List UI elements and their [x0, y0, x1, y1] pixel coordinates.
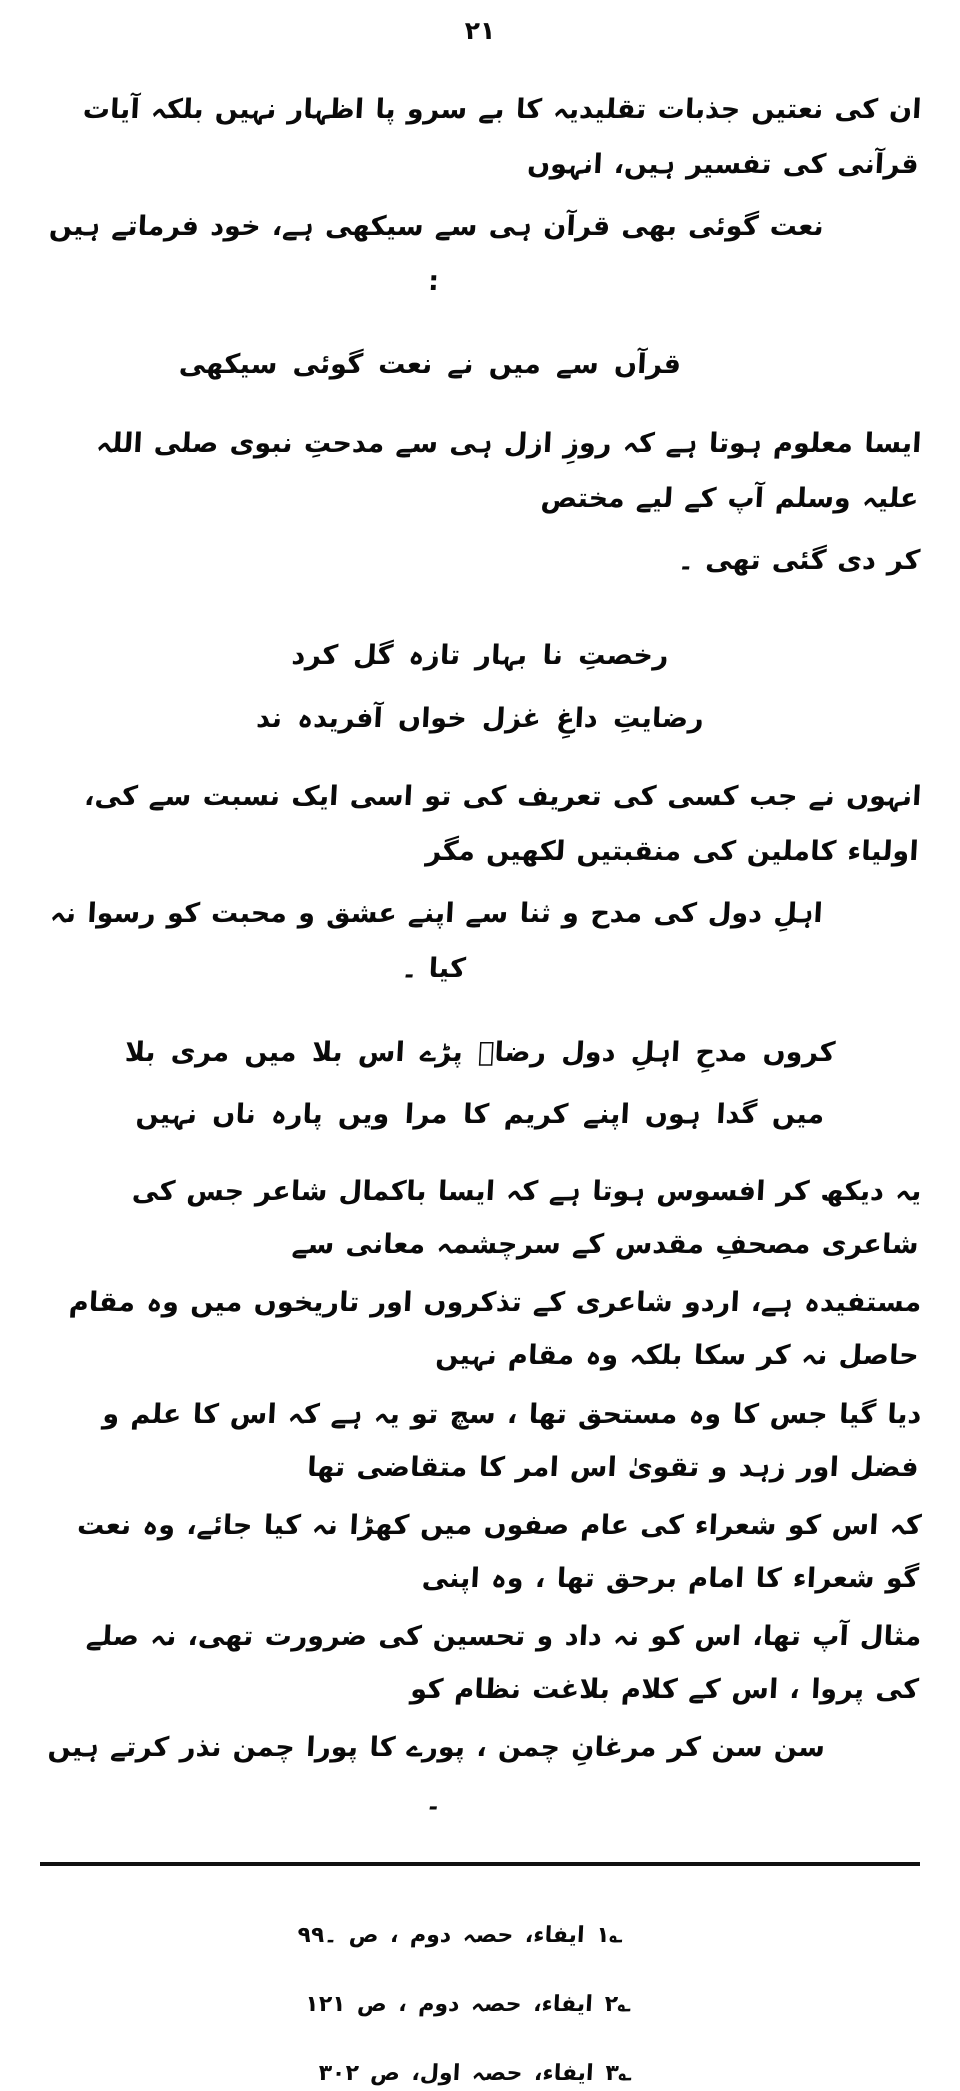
- paragraph-4-line-4: کہ اس کو شعراء کی عام صفوں میں کھڑا نہ کیا جائے، وہ نعت گو شعراء کا امام برحق تھا ، وہ اپنی: [76, 1509, 923, 1594]
- footnote-2: ؎۲ ایفاء، حصہ دوم ، ص ۱۲۱: [304, 1991, 632, 2017]
- spacer: [40, 315, 920, 329]
- footnote-3: ؎۳ ایفاء، حصہ اول، ص ۳۰۲: [317, 2061, 633, 2087]
- paragraph-4-line-2: مستفیدہ ہے، اردو شاعری کے تذکروں اور تاریخوں میں وہ مقام حاصل نہ کر سکا بلکہ وہ مقام نہیں: [68, 1287, 923, 1371]
- verse-2-line-2: رضایتِ داغِ غزل خواں آفریدہ ند: [255, 702, 705, 734]
- verse-2-line-1: رخصتِ نا بہار تازہ گل کرد: [290, 640, 670, 672]
- document-body: [40, 82, 923, 1828]
- footnote-separator: [40, 1862, 920, 1866]
- page-number: ۲۱: [464, 16, 496, 45]
- paragraph-1-line-1: ان کی نعتیں جذبات تقلیدیہ کا بے سرو پا اظہار نہیں بلکہ آیات قرآنی کی تفسیر ہیں، انہوں: [82, 94, 923, 181]
- spacer: [40, 1003, 920, 1017]
- verse-3-line-2: میں گدا ہوں اپنے کریم کا مرا ویں پارہ ناں نہیں: [134, 1099, 826, 1131]
- verse-1-line-1: قرآں سے میں نے نعت گوئی سیکھی: [178, 349, 682, 381]
- footnote-list: [40, 1918, 920, 2091]
- spacer: [40, 402, 920, 416]
- paragraph-3-line-2: اہلِ دول کی مدح و ثنا سے اپنے عشق و محبت کو رسوا نہ کیا ۔: [49, 898, 824, 985]
- paragraph-1-line-2: نعت گوئی بھی قرآن ہی سے سیکھی ہے، خود فرماتے ہیں :: [48, 210, 825, 298]
- footnote-1: ؎۱ ایفاء، حصہ دوم ، ص ۔۹۹: [296, 1922, 624, 1948]
- paragraph-4-line-1: یہ دیکھ کر افسوس ہوتا ہے کہ ایسا باکمال شاعر جس کی شاعری مصحفِ مقدس کے سرچشمہ معانی سے: [131, 1175, 923, 1260]
- paragraph-2-line-1: ایسا معلوم ہوتا ہے کہ روزِ ازل ہی سے مدحتِ نبوی صلی اللہ علیہ وسلم آپ کے لیے مختص: [95, 428, 923, 515]
- spacer: [40, 1152, 920, 1166]
- paragraph-2-line-2: کر دی گئی تھی ۔: [677, 544, 921, 576]
- paragraph-4-line-6: سن سن کر مرغانِ چمن ، پورے کا پورا چمن نذر کرتے ہیں ۔: [47, 1732, 826, 1817]
- spacer: [40, 755, 920, 769]
- paragraph-4-line-5: مثال آپ تھا، اس کو نہ داد و تحسین کی ضرورت تھی، نہ صلے کی پروا ، اس کے کلام بلاغت نظام کو: [85, 1621, 923, 1705]
- paragraph-4-line-3: دیا گیا جس کا وہ مستحق تھا ، سچ تو یہ ہے کہ اس کا علم و فضل اور زہد و تقویٰ اس امر کا متقاضی تھا: [101, 1398, 923, 1483]
- verse-3-line-1: کروں مدحِ اہلِ دول رضاؔ پڑے اس بلا میں مری بلا: [124, 1036, 836, 1068]
- paragraph-3-line-1: انہوں نے جب کسی کی تعریف کی تو اسی ایک نسبت سے کی، اولیاء کاملین کی منقبتیں لکھیں مگر: [83, 781, 923, 868]
- spacer: [40, 594, 920, 620]
